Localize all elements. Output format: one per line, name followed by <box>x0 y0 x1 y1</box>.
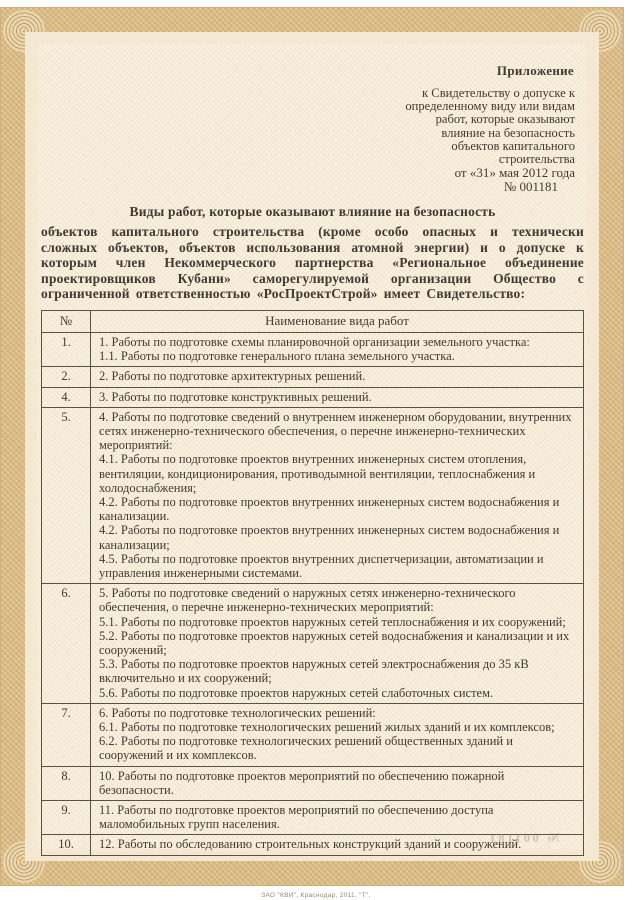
row-works <box>91 367 584 387</box>
certificate-ref-line: работ, которые оказывают <box>435 112 575 127</box>
header-num: № <box>42 310 91 332</box>
table-header-row <box>42 310 584 332</box>
work-line: 11. Работы по подготовке проектов мероприятий по обеспечению доступа маломобильных групп населения. <box>99 803 494 832</box>
content-area <box>37 44 587 852</box>
works-table <box>41 310 584 856</box>
row-works <box>91 407 584 583</box>
inner-frame <box>25 32 599 861</box>
table-row <box>42 584 584 704</box>
header-name: Наименование вида работ <box>91 310 584 332</box>
row-number: 1. <box>42 332 91 366</box>
work-line: 6.2. Работы по подготовке технологических решений общественных зданий и сооружений и их комплексов. <box>99 734 513 763</box>
guilloche-paper <box>37 44 587 852</box>
row-number: 9. <box>42 801 91 835</box>
print-footer: ЗАО "КВИ", Краснодар, 2011, "Т". <box>261 892 371 899</box>
work-line: 1.1. Работы по подготовке генерального плана земельного участка. <box>99 349 455 364</box>
table-row <box>42 387 584 407</box>
row-number: 7. <box>42 703 91 766</box>
row-number: 6. <box>42 584 91 704</box>
work-line: 5.3. Работы по подготовке проектов наружных сетей электроснабжения до 35 кВ включительно и их сооружений; <box>99 657 529 686</box>
table-row <box>42 801 584 835</box>
row-works <box>91 801 584 835</box>
certificate-ref-line: влияние на безопасность <box>441 125 575 140</box>
document-title: Виды работ, которые оказывают влияние на безопасность <box>129 204 496 220</box>
work-line: 5.6. Работы по подготовке проектов наружных сетей слаботочных систем. <box>99 685 494 700</box>
row-works <box>91 703 584 766</box>
row-number: 2. <box>42 367 91 387</box>
work-line: 4.2. Работы по подготовке проектов внутренних инженерных систем водоснабжения и канализации; <box>99 523 560 552</box>
certificate-ref-block <box>41 87 584 166</box>
certificate-ref-line: к Свидетельству о допуске к <box>422 86 575 100</box>
table-row <box>42 332 584 366</box>
certificate-ref-line: определенному виду или видам <box>405 99 575 114</box>
work-line: 5.2. Работы по подготовке проектов наружных сетей водоснабжения и канализации и их сооружений; <box>99 628 570 657</box>
work-line: 4. Работы по подготовке сведений о внутреннем инженерном оборудовании, внутренних сетях инженерно-технического обеспечения, о перечне инженерно-технических мероприятий: <box>99 409 572 453</box>
row-works <box>91 387 584 407</box>
appendix-label: Приложение <box>496 63 574 78</box>
work-line: 5. Работы по подготовке сведений о наружных сетях инженерно-технического обеспечения, о перечне инженерно-технических мероприятий: <box>99 586 516 615</box>
row-works <box>91 766 584 800</box>
work-line: 2. Работы по подготовке архитектурных решений. <box>99 369 366 384</box>
row-number: 4. <box>42 387 91 407</box>
work-line: 6.1. Работы по подготовке технологических решений жилых зданий и их комплексов; <box>99 720 555 734</box>
table-row <box>42 367 584 387</box>
certificate-ref-line: строительства <box>498 152 575 167</box>
work-line: 5.1. Работы по подготовке проектов наружных сетей теплоснабжения и их сооружений; <box>99 614 566 629</box>
work-line: 4.5. Работы по подготовке проектов внутренних диспетчеризации, автоматизации и управления инженерными системами. <box>99 551 544 580</box>
work-line: 4.2. Работы по подготовке проектов внутренних инженерных систем водоснабжения и канализации. <box>99 494 560 524</box>
work-line: 1. Работы по подготовке схемы планировочной организации земельного участка: <box>99 334 530 349</box>
row-number: 10. <box>42 835 91 855</box>
intro-paragraph: объектов капитального строительства (кроме особо опасных и технически сложных объектов, объектов использования атомной энергии) и о допуске к которым член Некоммерческого партнерства «Региональное объединение проектировщиков Кубани» саморегулируемой организации Общество с ограниченной ответственностью «РосПроектСтрой» имеет Свидетельство: <box>41 224 584 302</box>
certificate-date: от «31» мая 2012 года <box>454 165 575 181</box>
certificate-page <box>0 7 624 886</box>
work-line: 4.1. Работы по подготовке проектов внутренних инженерных систем отопления, вентиляции, кондиционирования, противодымной вентиляции, теплоснабжения и холодоснабжения; <box>99 452 536 495</box>
row-works <box>91 584 584 704</box>
certificate-ref-line: объектов капитального <box>451 138 575 153</box>
table-row <box>42 766 584 800</box>
work-line: 6. Работы по подготовке технологических решений: <box>99 705 376 720</box>
work-line: 10. Работы по подготовке проектов мероприятий по обеспечению пожарной безопасности. <box>99 768 505 797</box>
row-works <box>91 332 584 366</box>
work-line: 12. Работы по обследованию строительных конструкций зданий и сооружений. <box>99 837 522 852</box>
work-line: 3. Работы по подготовке конструктивных решений. <box>99 389 372 404</box>
row-number: 5. <box>42 407 91 583</box>
table-row <box>42 407 584 583</box>
row-number: 8. <box>42 766 91 800</box>
table-row <box>42 703 584 766</box>
certificate-number: № 001181 <box>503 179 558 195</box>
ghost-number-showthrough: № 001181 <box>486 830 560 846</box>
